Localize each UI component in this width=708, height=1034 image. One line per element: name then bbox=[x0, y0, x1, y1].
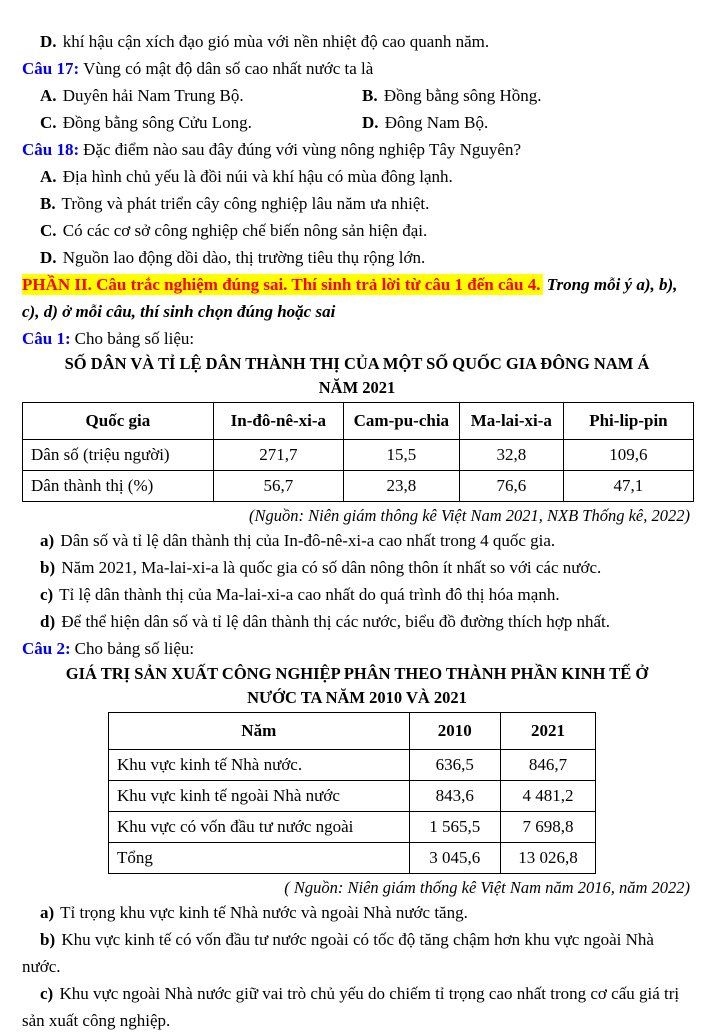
table-header-row bbox=[109, 713, 596, 750]
table-header-cell: Phi-lip-pin bbox=[563, 403, 693, 440]
question-18-option-b bbox=[22, 190, 692, 217]
option-letter: D. bbox=[40, 248, 57, 267]
part2-highlighted-title: PHẦN II. Câu trắc nghiệm đúng sai. Thí sinh trả lời từ câu 1 đến câu 4. bbox=[22, 275, 541, 294]
statement-letter: d) bbox=[40, 612, 56, 631]
industrial-production-table bbox=[108, 712, 596, 874]
table-header-cell: Cam-pu-chia bbox=[343, 403, 459, 440]
table-1-source: (Nguồn: Niên giám thông kê Việt Nam 2021, NXB Thống kê, 2022) bbox=[248, 506, 690, 525]
option-text: khí hậu cận xích đạo gió mùa với nền nhiệt độ cao quanh năm. bbox=[62, 32, 490, 51]
table-cell: 271,7 bbox=[213, 440, 343, 471]
question-18-line bbox=[22, 136, 692, 163]
question-18-option-c bbox=[22, 217, 692, 244]
question-17-options-row-1 bbox=[22, 82, 692, 109]
row-label-cell: Dân số (triệu người) bbox=[23, 440, 214, 471]
table-cell: 846,7 bbox=[500, 750, 595, 781]
statement-letter: a) bbox=[40, 531, 55, 550]
statement-text: Năm 2021, Ma-lai-xi-a là quốc gia có số dân nông thôn ít nhất so với các nước. bbox=[61, 558, 602, 577]
table-row bbox=[109, 781, 596, 812]
option-letter: C. bbox=[40, 221, 57, 240]
question-17-options-row-2 bbox=[22, 109, 692, 136]
statement-letter: c) bbox=[40, 585, 54, 604]
statement-text: Khu vực kinh tế có vốn đầu tư nước ngoài có tốc độ tăng chậm hơn khu vực ngoài Nhà nước. bbox=[22, 930, 654, 976]
table-header-cell: Quốc gia bbox=[23, 403, 214, 440]
question-2-statement-b bbox=[22, 926, 692, 980]
table-row bbox=[109, 812, 596, 843]
option-text: Trồng và phát triển cây công nghiệp lâu năm ưa nhiệt. bbox=[61, 194, 430, 213]
table-header-cell: In-đô-nê-xi-a bbox=[213, 403, 343, 440]
question-17-option-d bbox=[344, 109, 488, 136]
question-17-line bbox=[22, 55, 692, 82]
table-cell: 13 026,8 bbox=[500, 843, 595, 874]
table-2-source: ( Nguồn: Niên giám thống kê Việt Nam năm 2016, năm 2022) bbox=[284, 878, 690, 897]
statement-letter: b) bbox=[40, 558, 56, 577]
option-letter: D. bbox=[362, 113, 379, 132]
table-cell: 1 565,5 bbox=[409, 812, 500, 843]
question-17-option-a bbox=[22, 82, 344, 109]
statement-text: Tỉ lệ dân thành thị của Ma-lai-xi-a cao nhất do quá trình đô thị hóa mạnh. bbox=[59, 585, 560, 604]
question-2-intro: Cho bảng số liệu: bbox=[74, 639, 195, 658]
question-2-statement-c bbox=[22, 980, 692, 1034]
option-text: Nguồn lao động dồi dào, thị trường tiêu thụ rộng lớn. bbox=[62, 248, 426, 267]
table-cell: 843,6 bbox=[409, 781, 500, 812]
statement-text: Dân số và tỉ lệ dân thành thị của In-đô-nê-xi-a cao nhất trong 4 quốc gia. bbox=[60, 531, 556, 550]
table-cell: 56,7 bbox=[213, 471, 343, 502]
table-cell: 32,8 bbox=[459, 440, 563, 471]
table-header-cell: Ma-lai-xi-a bbox=[459, 403, 563, 440]
question-1-line bbox=[22, 325, 692, 352]
table-cell: 23,8 bbox=[343, 471, 459, 502]
option-letter: B. bbox=[40, 194, 56, 213]
option-letter: C. bbox=[40, 113, 57, 132]
statement-text: Để thể hiện dân số và tỉ lệ dân thành thị các nước, biểu đồ đường thích hợp nhất. bbox=[61, 612, 611, 631]
table-cell: 4 481,2 bbox=[500, 781, 595, 812]
question-17-option-b bbox=[344, 82, 542, 109]
question-1-statement-c bbox=[22, 581, 692, 608]
option-letter: A. bbox=[40, 86, 57, 105]
question-18-option-d bbox=[22, 244, 692, 271]
question-17-text: Vùng có mật độ dân số cao nhất nước ta là bbox=[83, 59, 374, 78]
question-17-option-c bbox=[22, 109, 344, 136]
option-text: Địa hình chủ yếu là đồi núi và khí hậu có mùa đông lạnh. bbox=[62, 167, 453, 186]
part2-instruction-start: Trong mỗi ý a), b), bbox=[546, 275, 678, 294]
statement-letter: b) bbox=[40, 930, 56, 949]
question-2-statement-a bbox=[22, 899, 692, 926]
part2-header-line2 bbox=[22, 298, 692, 325]
part2-header-line1 bbox=[22, 271, 692, 298]
statement-letter: c) bbox=[40, 984, 54, 1003]
option-letter: A. bbox=[40, 167, 57, 186]
table-row bbox=[23, 440, 694, 471]
row-label-cell: Khu vực kinh tế ngoài Nhà nước bbox=[109, 781, 410, 812]
table-1-title-line1: SỐ DÂN VÀ TỈ LỆ DÂN THÀNH THỊ CỦA MỘT SỐ QUỐC GIA ĐÔNG NAM Á bbox=[64, 354, 650, 373]
table-cell: 3 045,6 bbox=[409, 843, 500, 874]
table-cell: 47,1 bbox=[563, 471, 693, 502]
question-18-text: Đặc điểm nào sau đây đúng với vùng nông nghiệp Tây Nguyên? bbox=[83, 140, 521, 159]
question-1-statement-d bbox=[22, 608, 692, 635]
question-18-label: Câu 18: bbox=[22, 140, 80, 159]
table-2-title-line1: GIÁ TRỊ SẢN XUẤT CÔNG NGHIỆP PHÂN THEO THÀNH PHẦN KINH TẾ Ở bbox=[65, 664, 649, 683]
option-letter: B. bbox=[362, 86, 378, 105]
table-2-title-line2: NƯỚC TA NĂM 2010 VÀ 2021 bbox=[247, 688, 467, 707]
option-text: Đồng bằng sông Cửu Long. bbox=[62, 113, 252, 132]
row-label-cell: Khu vực kinh tế Nhà nước. bbox=[109, 750, 410, 781]
statement-text: Khu vực ngoài Nhà nước giữ vai trò chủ yếu do chiếm tỉ trọng cao nhất trong cơ cấu giá trị sản xuất công nghiệp. bbox=[22, 984, 680, 1030]
option-text: Duyên hải Nam Trung Bộ. bbox=[62, 86, 244, 105]
table-row bbox=[109, 750, 596, 781]
question-16-option-d bbox=[22, 28, 692, 55]
table-row bbox=[109, 843, 596, 874]
question-1-statement-a bbox=[22, 527, 692, 554]
table-cell: 15,5 bbox=[343, 440, 459, 471]
question-1-statement-b bbox=[22, 554, 692, 581]
question-17-label: Câu 17: bbox=[22, 59, 80, 78]
table-header-cell: 2021 bbox=[500, 713, 595, 750]
population-table bbox=[22, 402, 694, 502]
question-2-label: Câu 2: bbox=[22, 639, 71, 658]
statement-text: Tỉ trọng khu vực kinh tế Nhà nước và ngoài Nhà nước tăng. bbox=[60, 903, 468, 922]
table-1-title-line2: NĂM 2021 bbox=[318, 378, 396, 397]
question-2-line bbox=[22, 635, 692, 662]
option-text: Đồng bằng sông Hồng. bbox=[383, 86, 542, 105]
statement-letter: a) bbox=[40, 903, 55, 922]
question-1-intro: Cho bảng số liệu: bbox=[74, 329, 195, 348]
exam-document-page bbox=[22, 28, 692, 1034]
row-label-cell: Tổng bbox=[109, 843, 410, 874]
table-cell: 7 698,8 bbox=[500, 812, 595, 843]
part2-instruction-end: c), d) ở mỗi câu, thí sinh chọn đúng hoặc sai bbox=[22, 302, 336, 321]
table-header-cell: 2010 bbox=[409, 713, 500, 750]
option-text: Có các cơ sở công nghiệp chế biến nông sản hiện đại. bbox=[62, 221, 428, 240]
table-row bbox=[23, 471, 694, 502]
table-cell: 76,6 bbox=[459, 471, 563, 502]
option-letter: D. bbox=[40, 32, 57, 51]
question-1-label: Câu 1: bbox=[22, 329, 71, 348]
table-cell: 109,6 bbox=[563, 440, 693, 471]
table-header-row bbox=[23, 403, 694, 440]
row-label-cell: Dân thành thị (%) bbox=[23, 471, 214, 502]
option-text: Đông Nam Bộ. bbox=[384, 113, 489, 132]
table-cell: 636,5 bbox=[409, 750, 500, 781]
question-18-option-a bbox=[22, 163, 692, 190]
row-label-cell: Khu vực có vốn đầu tư nước ngoài bbox=[109, 812, 410, 843]
table-header-cell: Năm bbox=[109, 713, 410, 750]
